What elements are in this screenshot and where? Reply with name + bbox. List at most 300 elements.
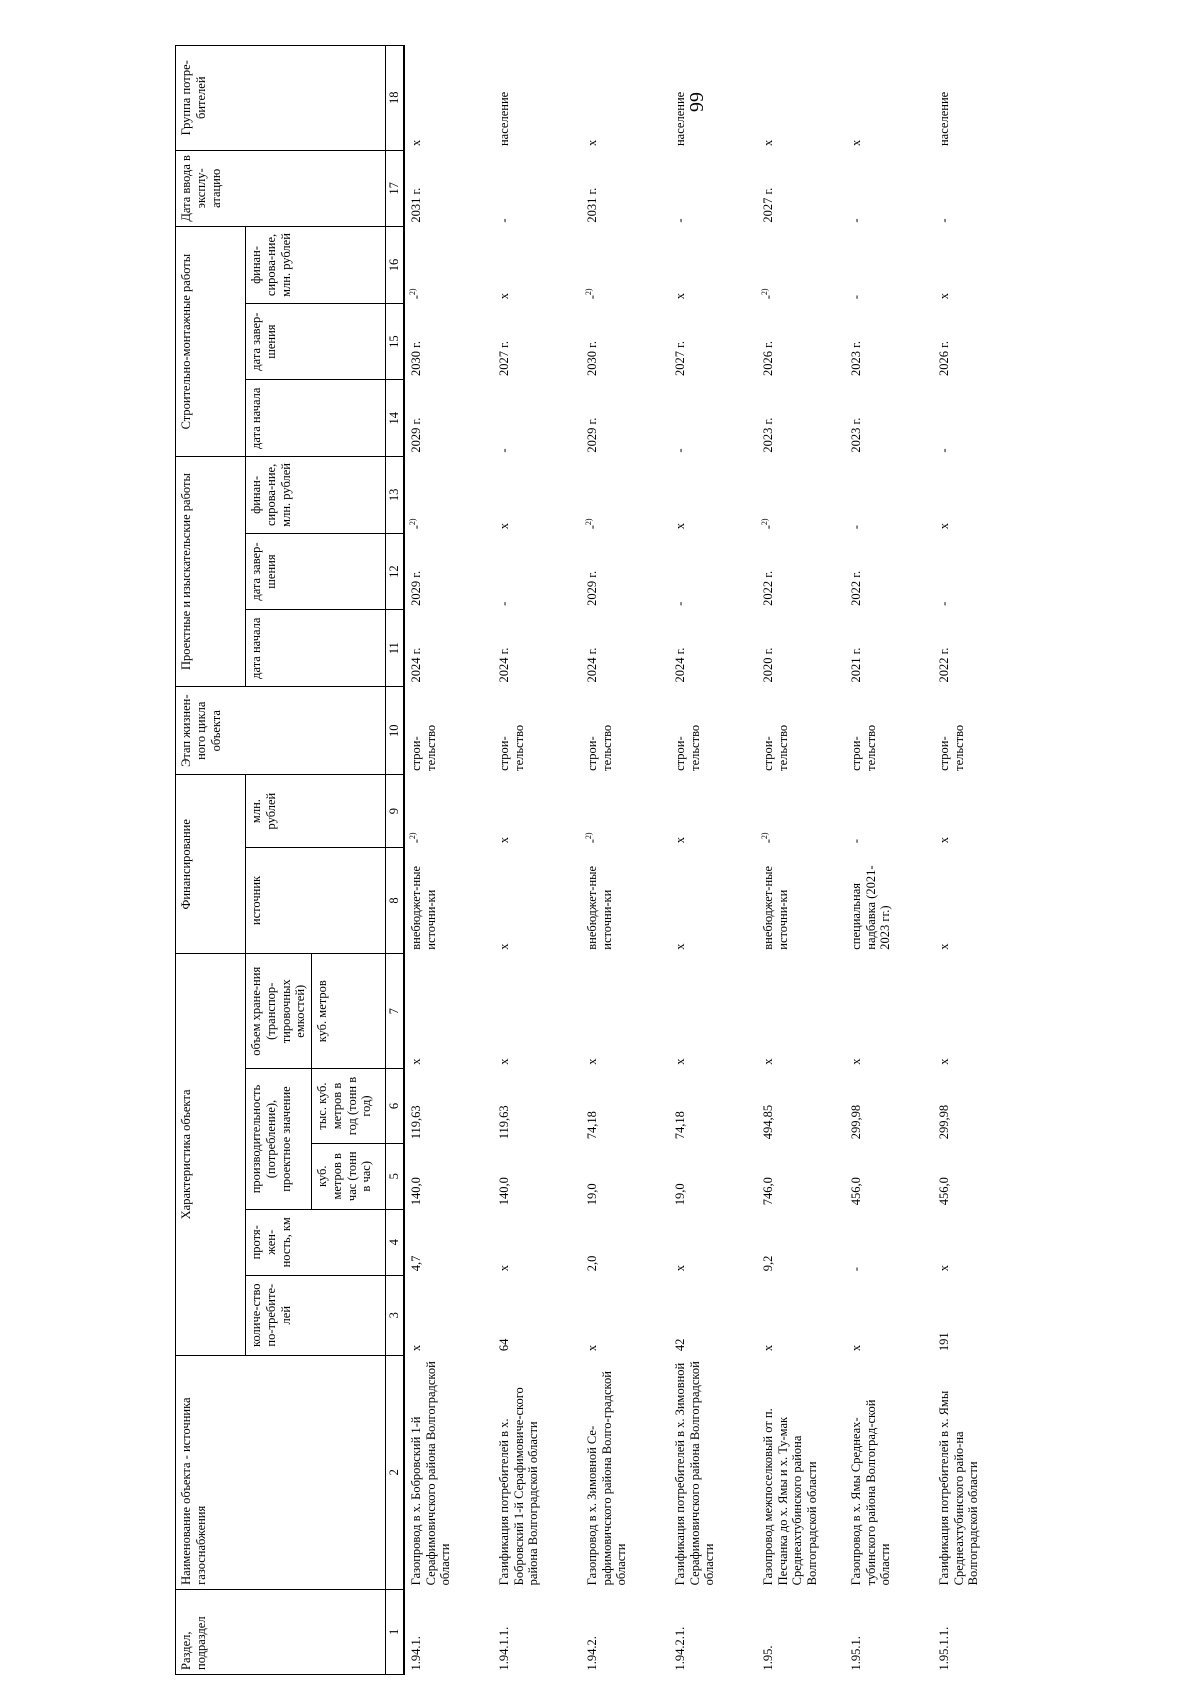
cell-capacity-year	[933, 1069, 1021, 1144]
cell-value: х	[760, 1058, 775, 1065]
column-number: 9	[386, 775, 404, 847]
cell-stage	[845, 687, 933, 775]
cell-design-financing	[581, 457, 669, 534]
cell-value: х	[848, 1344, 863, 1352]
cell-value: -	[848, 1267, 863, 1272]
column-number: 18	[386, 46, 404, 151]
footnote-marker: 2)	[759, 288, 769, 296]
cell-value: 119,63	[496, 1105, 511, 1140]
cell-design-end	[933, 533, 1021, 610]
cell-value: -	[672, 448, 687, 453]
cell-construct-start	[404, 380, 493, 457]
cell-commission-date	[493, 150, 581, 227]
cell-value: 2024 г.	[496, 647, 511, 683]
cell-value: -	[584, 525, 599, 530]
cell-design-end	[845, 533, 933, 610]
cell-section	[493, 1589, 581, 1674]
column-number: 7	[386, 954, 404, 1069]
cell-value: Газопровод межпоселковый от п. Песчанка до х. Ямы и х. Ту-мак Среднеахтубинского района Волгоградской области	[760, 1408, 819, 1586]
header-stage: Этап жизнен-ного цикла объекта	[176, 687, 386, 775]
header-consumer-group: Группа потре-бителей	[176, 46, 386, 151]
cell-value: 2029 г.	[584, 570, 599, 606]
cell-consumer-group	[933, 46, 1021, 151]
header-design-start: дата начала	[246, 610, 386, 687]
footnote-marker: 2)	[583, 288, 593, 296]
cell-fin-source	[493, 847, 581, 953]
cell-capacity-year	[581, 1069, 669, 1144]
cell-value: население	[672, 91, 687, 147]
cell-value: 2023 г.	[848, 417, 863, 453]
table-row	[493, 46, 581, 1675]
cell-section	[581, 1589, 669, 1674]
cell-construct-financing	[669, 227, 757, 304]
cell-design-end	[581, 533, 669, 610]
cell-capacity-year	[757, 1069, 845, 1144]
cell-value: 2027 г.	[672, 340, 687, 376]
cell-object-name	[933, 1355, 1021, 1589]
cell-section	[845, 1589, 933, 1674]
cell-design-start	[669, 610, 757, 687]
cell-object-name	[845, 1355, 933, 1589]
cell-value: 19,0	[584, 1183, 599, 1206]
cell-value: 299,98	[936, 1104, 951, 1140]
cell-design-end	[669, 533, 757, 610]
cell-fin-source	[669, 847, 757, 953]
cell-capacity-hour	[933, 1143, 1021, 1209]
footnote-marker: 2)	[759, 518, 769, 526]
cell-value: 2021 г.	[848, 647, 863, 683]
cell-value: 2027 г.	[760, 187, 775, 223]
cell-value: 2031 г.	[408, 187, 423, 223]
cell-capacity-hour	[581, 1143, 669, 1209]
column-number: 2	[386, 1355, 404, 1589]
cell-length	[669, 1209, 757, 1275]
cell-value: 2030 г.	[408, 340, 423, 376]
cell-stage	[493, 687, 581, 775]
cell-value: 2022 г.	[936, 647, 951, 683]
cell-value: 140,0	[408, 1177, 423, 1206]
table-header	[176, 46, 404, 1675]
cell-value: х	[408, 139, 423, 147]
cell-value: 19,0	[672, 1183, 687, 1206]
cell-capacity-year	[404, 1069, 493, 1144]
cell-value: внебюджет-ные источни-ки	[584, 865, 614, 950]
cell-value: -	[408, 295, 423, 300]
cell-construct-end	[669, 303, 757, 380]
cell-value: 9,2	[760, 1255, 775, 1272]
cell-fin-source	[933, 847, 1021, 953]
table-row	[404, 46, 493, 1675]
cell-design-financing	[669, 457, 757, 534]
cell-fin-source	[757, 847, 845, 953]
header-fin-amount: млн. рублей	[246, 775, 386, 847]
cell-object-name	[493, 1355, 581, 1589]
header-construction-works: Строительно-монтажные работы	[176, 227, 246, 457]
cell-value: 2026 г.	[936, 340, 951, 376]
cell-value: -	[672, 601, 687, 606]
cell-construct-start	[757, 380, 845, 457]
footnote-marker: 2)	[583, 518, 593, 526]
cell-value: х	[672, 293, 687, 300]
cell-consumer-group	[493, 46, 581, 151]
cell-value: х	[496, 293, 511, 300]
cell-object-name	[757, 1355, 845, 1589]
cell-consumer-group	[404, 46, 493, 151]
column-number: 10	[386, 687, 404, 775]
cell-value: -	[408, 839, 423, 844]
cell-value: х	[672, 837, 687, 844]
cell-consumer-count	[933, 1275, 1021, 1355]
cell-length	[493, 1209, 581, 1275]
cell-construct-start	[669, 380, 757, 457]
cell-value: х	[672, 523, 687, 530]
cell-value: строи-тельство	[584, 724, 614, 771]
cell-consumer-count	[845, 1275, 933, 1355]
page-number: 66	[685, 92, 707, 112]
cell-commission-date	[933, 150, 1021, 227]
cell-object-name	[581, 1355, 669, 1589]
cell-value: 2029 г.	[408, 417, 423, 453]
header-design-works: Проектные и изыскательские работы	[176, 457, 246, 687]
cell-value: -	[496, 448, 511, 453]
cell-storage	[757, 954, 845, 1069]
footnote-marker: 2)	[407, 288, 417, 296]
cell-commission-date	[404, 150, 493, 227]
cell-construct-financing	[404, 227, 493, 304]
cell-value: 1.95.1.1.	[936, 1626, 951, 1671]
cell-section	[404, 1589, 493, 1674]
cell-construct-financing	[933, 227, 1021, 304]
cell-value: х	[496, 1058, 511, 1065]
footnote-marker: 2)	[407, 832, 417, 840]
cell-consumer-group	[669, 46, 757, 151]
cell-value: -	[760, 525, 775, 530]
cell-value: -	[584, 295, 599, 300]
cell-value: население	[936, 91, 951, 147]
cell-value: -	[936, 448, 951, 453]
cell-value: х	[584, 1058, 599, 1065]
header-commission-date: Дата ввода в эксплу-атацию	[176, 150, 386, 227]
cell-construct-financing	[493, 227, 581, 304]
cell-design-financing	[757, 457, 845, 534]
cell-consumer-count	[404, 1275, 493, 1355]
cell-value: -	[496, 218, 511, 223]
rotated-table-area	[175, 45, 1027, 1675]
cell-design-financing	[845, 457, 933, 534]
cell-fin-amount	[933, 775, 1021, 847]
header-length: протя-жен-ность, км	[246, 1209, 386, 1275]
column-number: 6	[386, 1069, 404, 1144]
cell-value: -	[848, 525, 863, 530]
cell-value: строи-тельство	[760, 724, 790, 771]
table-body	[404, 46, 1021, 1675]
cell-design-financing	[933, 457, 1021, 534]
header-construct-financing: финан-сирова-ние, млн. рублей	[246, 227, 386, 304]
cell-consumer-count	[669, 1275, 757, 1355]
cell-length	[757, 1209, 845, 1275]
cell-value: х	[672, 943, 687, 950]
header-storage-unit: куб. метров	[312, 954, 386, 1069]
header-consumer-count: количе-ство по-требите-лей	[246, 1275, 386, 1355]
header-capacity-hour: куб. метров в час (тонн в час)	[312, 1143, 386, 1209]
column-number: 12	[386, 533, 404, 610]
header-construct-start: дата начала	[246, 380, 386, 457]
cell-fin-source	[845, 847, 933, 953]
cell-construct-financing	[757, 227, 845, 304]
cell-fin-amount	[493, 775, 581, 847]
cell-value: х	[496, 1265, 511, 1272]
cell-value: 1.95.	[760, 1645, 775, 1671]
cell-value: 191	[936, 1332, 951, 1352]
cell-value: Газопровод в х. Зимовной Се-рафимовичского района Волго-градской области	[584, 1371, 629, 1586]
column-number-row	[386, 46, 404, 1675]
cell-value: -	[672, 218, 687, 223]
cell-value: 140,0	[496, 1177, 511, 1206]
cell-construct-end	[933, 303, 1021, 380]
cell-construct-financing	[581, 227, 669, 304]
cell-value: 456,0	[848, 1177, 863, 1206]
cell-value: 119,63	[408, 1105, 423, 1140]
cell-value: -	[408, 525, 423, 530]
cell-design-start	[845, 610, 933, 687]
cell-value: 2023 г.	[848, 340, 863, 376]
cell-value: х	[496, 837, 511, 844]
cell-design-start	[757, 610, 845, 687]
column-number: 3	[386, 1275, 404, 1355]
cell-fin-amount	[845, 775, 933, 847]
cell-section	[933, 1589, 1021, 1674]
cell-value: 2024 г.	[408, 647, 423, 683]
footnote-marker: 2)	[759, 832, 769, 840]
footnote-marker: 2)	[407, 518, 417, 526]
cell-consumer-group	[757, 46, 845, 151]
cell-value: -	[848, 218, 863, 223]
header-section: Раздел, подраздел	[176, 1589, 386, 1674]
header-design-financing: финан-сирова-ние, млн. рублей	[246, 457, 386, 534]
cell-design-end	[757, 533, 845, 610]
cell-design-start	[493, 610, 581, 687]
cell-capacity-year	[493, 1069, 581, 1144]
cell-value: х	[584, 1344, 599, 1352]
cell-value: х	[672, 1058, 687, 1065]
cell-value: х	[760, 1344, 775, 1352]
cell-design-end	[493, 533, 581, 610]
cell-value: Газификация потребителей в х. Бобровский 1-й Серафимовиче-ского района Волгоградской области	[496, 1387, 541, 1586]
table-row	[669, 46, 757, 1675]
cell-stage	[933, 687, 1021, 775]
cell-value: 2030 г.	[584, 340, 599, 376]
cell-design-start	[933, 610, 1021, 687]
cell-construct-end	[581, 303, 669, 380]
cell-capacity-year	[669, 1069, 757, 1144]
cell-value: строи-тельство	[408, 724, 438, 771]
header-characteristics: Характеристика объекта	[176, 954, 246, 1355]
cell-construct-start	[581, 380, 669, 457]
cell-value: х	[848, 139, 863, 147]
cell-value: х	[848, 1058, 863, 1065]
cell-consumer-group	[845, 46, 933, 151]
cell-value: 64	[496, 1338, 511, 1352]
cell-capacity-hour	[845, 1143, 933, 1209]
cell-value: 456,0	[936, 1177, 951, 1206]
cell-construct-start	[493, 380, 581, 457]
cell-value: внебюджет-ные источни-ки	[760, 865, 790, 950]
column-number: 1	[386, 1589, 404, 1674]
cell-construct-end	[757, 303, 845, 380]
cell-construct-end	[404, 303, 493, 380]
cell-value: 2022 г.	[848, 570, 863, 606]
cell-value: х	[584, 139, 599, 147]
header-object-name: Наименование объекта - источника газоснабжения	[176, 1355, 386, 1589]
cell-value: население	[496, 91, 511, 147]
cell-value: 2031 г.	[584, 187, 599, 223]
cell-stage	[581, 687, 669, 775]
header-fin-source: источник	[246, 847, 386, 953]
cell-storage	[493, 954, 581, 1069]
cell-value: х	[936, 943, 951, 950]
cell-length	[845, 1209, 933, 1275]
cell-value: 1.94.2.1.	[672, 1626, 687, 1671]
cell-value: 74,18	[584, 1111, 599, 1140]
cell-consumer-group	[581, 46, 669, 151]
column-number: 15	[386, 303, 404, 380]
cell-value: х	[408, 1058, 423, 1065]
table-row	[581, 46, 669, 1675]
cell-value: 2020 г.	[760, 647, 775, 683]
gas-supply-table	[175, 45, 1021, 1675]
cell-capacity-year	[845, 1069, 933, 1144]
cell-storage	[581, 954, 669, 1069]
cell-value: 746,0	[760, 1177, 775, 1206]
cell-consumer-count	[581, 1275, 669, 1355]
cell-fin-source	[404, 847, 493, 953]
cell-value: Газификация потребителей в х. Ямы Среднеахтубинского райо-на Волгоградской области	[936, 1390, 981, 1586]
cell-design-start	[404, 610, 493, 687]
cell-object-name	[669, 1355, 757, 1589]
cell-value: -	[584, 839, 599, 844]
cell-value: -	[936, 601, 951, 606]
cell-stage	[404, 687, 493, 775]
header-storage: объем хране-ния (транспор-тировочных емкостей)	[246, 954, 312, 1069]
cell-value: 2022 г.	[760, 570, 775, 606]
cell-stage	[757, 687, 845, 775]
cell-value: 1.94.1.1.	[496, 1626, 511, 1671]
column-number: 4	[386, 1209, 404, 1275]
cell-value: 2,0	[584, 1255, 599, 1272]
cell-value: строи-тельство	[936, 724, 966, 771]
cell-design-start	[581, 610, 669, 687]
cell-capacity-hour	[404, 1143, 493, 1209]
cell-value: 494,85	[760, 1104, 775, 1140]
cell-fin-source	[581, 847, 669, 953]
cell-section	[757, 1589, 845, 1674]
cell-construct-financing	[845, 227, 933, 304]
column-number: 8	[386, 847, 404, 953]
cell-construct-start	[845, 380, 933, 457]
cell-value: х	[760, 139, 775, 147]
footnote-marker: 2)	[583, 832, 593, 840]
cell-fin-amount	[404, 775, 493, 847]
cell-value: х	[936, 1058, 951, 1065]
cell-value: 2027 г.	[496, 340, 511, 376]
cell-length	[933, 1209, 1021, 1275]
column-number: 5	[386, 1143, 404, 1209]
cell-length	[581, 1209, 669, 1275]
column-number: 17	[386, 150, 404, 227]
cell-value: х	[936, 523, 951, 530]
cell-construct-start	[933, 380, 1021, 457]
header-financing: Финансирование	[176, 775, 246, 954]
cell-consumer-count	[757, 1275, 845, 1355]
cell-value: х	[936, 837, 951, 844]
header-capacity-year: тыс. куб. метров в год (тонн в год)	[312, 1069, 386, 1144]
cell-value: 299,98	[848, 1104, 863, 1140]
cell-value: 2024 г.	[672, 647, 687, 683]
cell-value: 42	[672, 1338, 687, 1352]
cell-value: х	[672, 1265, 687, 1272]
cell-storage	[845, 954, 933, 1069]
header-design-end: дата завер-шения	[246, 533, 386, 610]
cell-value: -	[760, 295, 775, 300]
table-row	[757, 46, 845, 1675]
cell-value: 1.95.1.	[848, 1636, 863, 1671]
cell-value: -	[936, 218, 951, 223]
header-capacity: производительность (потребление), проектное значение	[246, 1069, 312, 1210]
cell-value: х	[936, 1265, 951, 1272]
cell-value: 2024 г.	[584, 647, 599, 683]
cell-value: Газопровод в х. Ямы Среднеах-тубинского района Волгоград-ской области	[848, 1399, 893, 1586]
cell-commission-date	[581, 150, 669, 227]
cell-value: -	[760, 839, 775, 844]
cell-value: Газопровод в х. Бобровский 1-й Серафимовичского района Волгоградской области	[408, 1361, 453, 1586]
cell-capacity-hour	[493, 1143, 581, 1209]
cell-value: 2026 г.	[760, 340, 775, 376]
cell-value: строи-тельство	[848, 724, 878, 771]
table-row	[845, 46, 933, 1675]
cell-value: Газификация потребителей в х. Зимовной Серафимовичского района Волгоградской области	[672, 1361, 717, 1586]
cell-value: внебюджет-ные источни-ки	[408, 865, 438, 950]
cell-value: 4,7	[408, 1255, 423, 1272]
cell-storage	[669, 954, 757, 1069]
cell-value: 2023 г.	[760, 417, 775, 453]
cell-design-financing	[493, 457, 581, 534]
cell-fin-amount	[669, 775, 757, 847]
column-number: 16	[386, 227, 404, 304]
cell-value: х	[496, 523, 511, 530]
cell-value: 2029 г.	[408, 570, 423, 606]
cell-value: х	[408, 1344, 423, 1352]
cell-storage	[404, 954, 493, 1069]
cell-design-financing	[404, 457, 493, 534]
cell-capacity-hour	[669, 1143, 757, 1209]
cell-fin-amount	[757, 775, 845, 847]
cell-commission-date	[669, 150, 757, 227]
cell-fin-amount	[581, 775, 669, 847]
cell-value: специальная надбавка (2021-2023 гг.)	[848, 865, 893, 950]
cell-value: -	[496, 601, 511, 606]
cell-value: х	[936, 293, 951, 300]
table-row	[933, 46, 1021, 1675]
cell-value: 74,18	[672, 1111, 687, 1140]
cell-storage	[933, 954, 1021, 1069]
cell-consumer-count	[493, 1275, 581, 1355]
cell-construct-end	[845, 303, 933, 380]
cell-section	[669, 1589, 757, 1674]
cell-value: 1.94.2.	[584, 1636, 599, 1671]
cell-length	[404, 1209, 493, 1275]
cell-stage	[669, 687, 757, 775]
cell-value: х	[496, 943, 511, 950]
